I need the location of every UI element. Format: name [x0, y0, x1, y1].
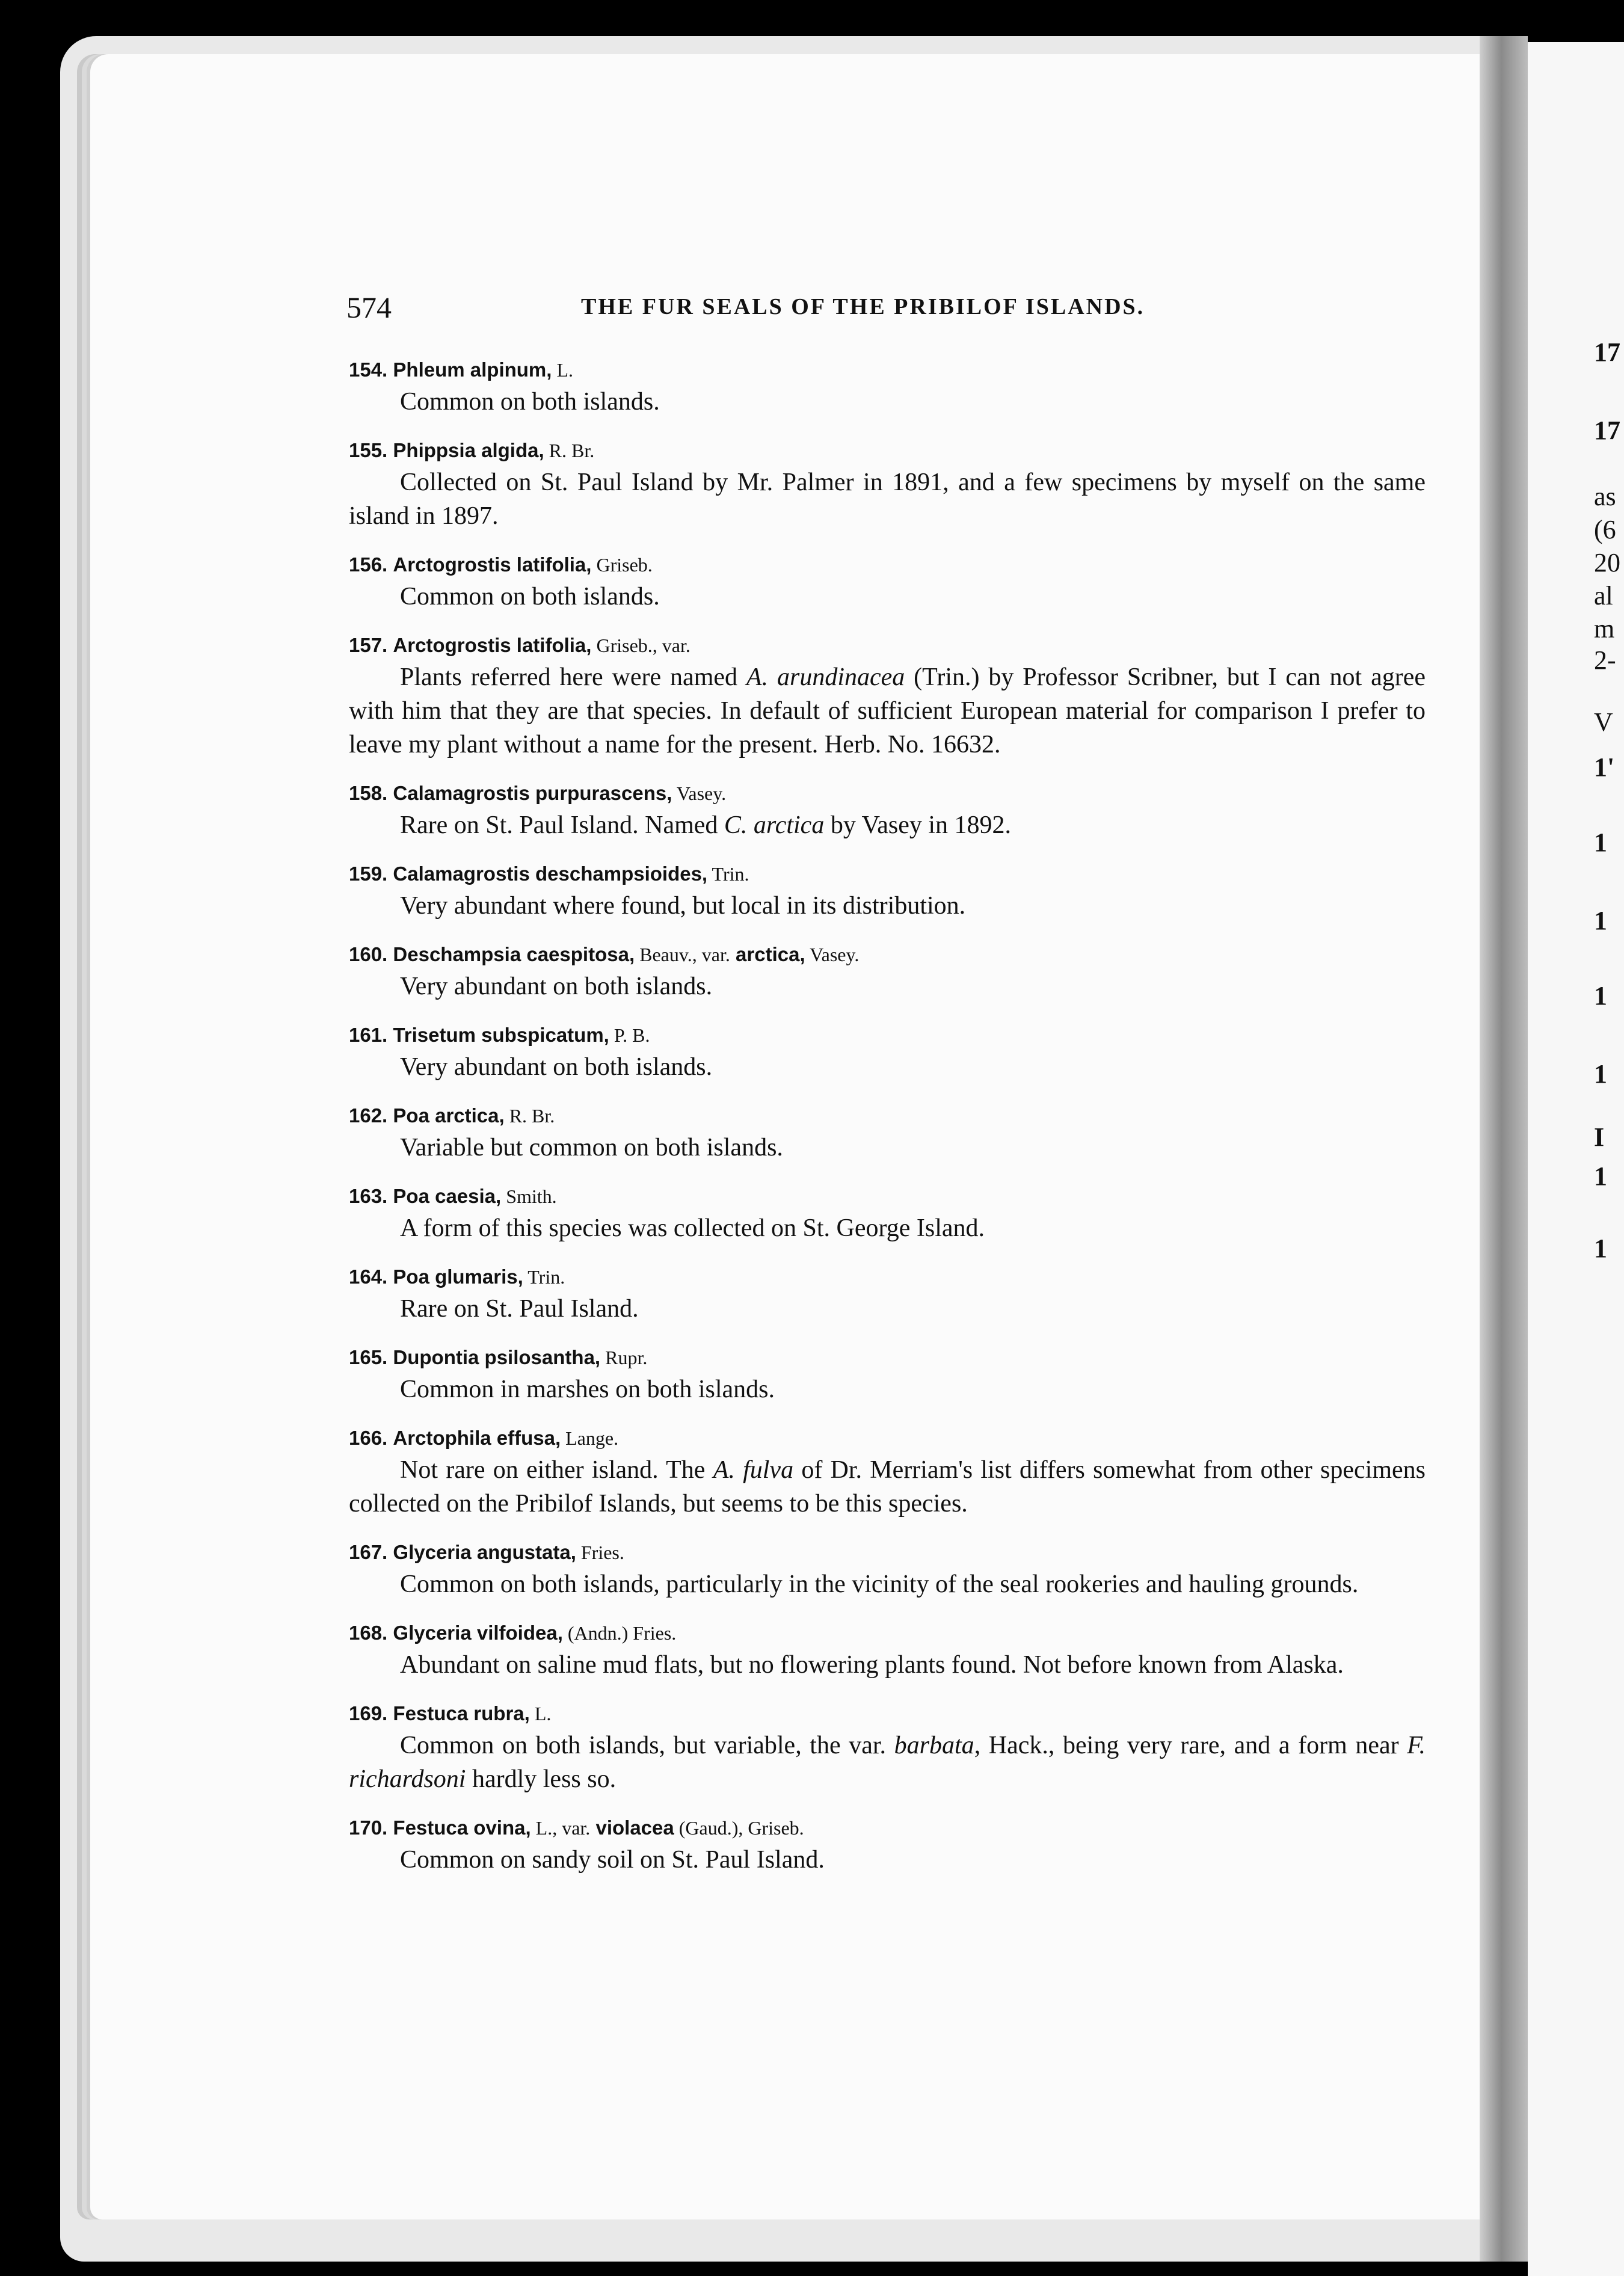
facing-fragment: 1	[1594, 981, 1607, 1010]
entry-description: Common in marshes on both islands.	[400, 1376, 775, 1403]
species-entry	[349, 1020, 1426, 1084]
entry-number: 162.	[349, 1104, 388, 1127]
italic-species-name: F. richardsoni	[349, 1732, 1426, 1793]
entry-heading	[349, 1181, 1426, 1211]
italic-species-name: C. arctica	[724, 811, 825, 839]
entry-number: 156.	[349, 553, 388, 576]
species-entry	[349, 550, 1426, 614]
description-text: Common on both islands, but variable, the var.	[400, 1732, 894, 1759]
species-author: R. Br.	[544, 440, 595, 461]
species-entry	[349, 940, 1426, 1003]
species-name: Trisetum subspicatum,	[393, 1024, 609, 1046]
description-text: of Dr. Merriam's list differs somewhat from other specimens collected on the Pribilof Islands, but seems to be this species.	[349, 1456, 1426, 1518]
entry-description: Abundant on saline mud flats, but no flowering plants found. Not before known from Alaska.	[400, 1651, 1344, 1679]
species-entry	[349, 630, 1426, 761]
species-name: Poa caesia,	[393, 1185, 502, 1207]
entry-number: 155.	[349, 439, 388, 461]
facing-fragment: 1	[1594, 1059, 1607, 1089]
page-header	[346, 290, 1176, 326]
entry-description: Collected on St. Paul Island by Mr. Palmer in 1891, and a few specimens by myself on the same island in 1897.	[349, 469, 1426, 530]
species-entry	[349, 1101, 1426, 1164]
entry-number: 154.	[349, 358, 388, 381]
facing-fragment: V	[1594, 707, 1613, 737]
entry-number: 163.	[349, 1185, 388, 1207]
species-entry	[349, 435, 1426, 533]
entry-heading	[349, 1618, 1426, 1648]
species-author: R. Br.	[504, 1105, 555, 1127]
species-name: Calamagrostis purpurascens,	[393, 782, 672, 804]
entry-heading	[349, 1423, 1426, 1453]
entry-description	[349, 1729, 1426, 1796]
species-author: Fries.	[576, 1542, 624, 1563]
italic-species-name: A. fulva	[713, 1456, 794, 1484]
variety-name: arctica,	[730, 943, 805, 965]
species-author: Smith.	[501, 1186, 557, 1207]
variety-name: violacea	[590, 1816, 674, 1839]
entry-heading	[349, 355, 1426, 385]
entry-description: Common on both islands.	[400, 583, 660, 611]
facing-fragment: I	[1594, 1122, 1605, 1152]
species-name: Phippsia algida,	[393, 439, 544, 461]
entry-heading	[349, 435, 1426, 466]
entry-description: A form of this species was collected on St. George Island.	[400, 1214, 985, 1242]
species-entry	[349, 859, 1426, 923]
entry-number: 157.	[349, 634, 388, 656]
species-name: Glyceria angustata,	[393, 1541, 576, 1563]
species-name: Arctophila effusa,	[393, 1427, 561, 1449]
entry-description: Common on both islands.	[400, 388, 660, 416]
species-author: Griseb., var.	[591, 635, 691, 656]
facing-fragment: 2-	[1594, 645, 1616, 675]
facing-fragment: 1	[1594, 1161, 1607, 1191]
species-entry	[349, 1262, 1426, 1326]
entry-number: 169.	[349, 1702, 388, 1724]
facing-fragment: as	[1594, 482, 1616, 511]
species-entry	[349, 355, 1426, 419]
entry-heading	[349, 1101, 1426, 1131]
running-title: THE FUR SEALS OF THE PRIBILOF ISLANDS.	[581, 294, 1145, 319]
entry-number: 168.	[349, 1622, 388, 1644]
entry-number: 170.	[349, 1816, 388, 1839]
species-name: Glyceria vilfoidea,	[393, 1622, 563, 1644]
entry-heading	[349, 1343, 1426, 1373]
species-name: Phleum alpinum,	[393, 358, 552, 381]
facing-fragment: 1	[1594, 828, 1607, 857]
facing-fragment: 20	[1594, 548, 1620, 577]
species-author: Lange.	[561, 1427, 619, 1449]
species-entry	[349, 1181, 1426, 1245]
entry-number: 164.	[349, 1266, 388, 1288]
entry-number: 165.	[349, 1346, 388, 1368]
entry-description	[349, 808, 1426, 842]
facing-fragment: 17	[1594, 337, 1620, 367]
description-text: Not rare on either island. The	[400, 1456, 713, 1484]
species-author: (Andn.) Fries.	[562, 1622, 677, 1644]
entry-number: 160.	[349, 943, 388, 965]
entry-number: 167.	[349, 1541, 388, 1563]
species-author: Vasey.	[672, 783, 727, 804]
facing-fragment: 1	[1594, 1234, 1607, 1263]
species-name: Dupontia psilosantha,	[393, 1346, 601, 1368]
facing-fragment: 17	[1594, 416, 1620, 445]
entry-description: Common on both islands, particularly in the vicinity of the seal rookeries and hauling grounds.	[400, 1570, 1359, 1598]
species-entry	[349, 1813, 1426, 1877]
facing-fragment: 1	[1594, 906, 1607, 935]
species-entry	[349, 1423, 1426, 1521]
species-entry	[349, 1699, 1426, 1796]
description-text: , Hack., being very rare, and a form near	[974, 1732, 1407, 1759]
entry-description: Rare on St. Paul Island.	[400, 1295, 639, 1323]
species-author: L., var.	[531, 1817, 591, 1839]
species-author: L.	[529, 1703, 552, 1724]
species-author: Rupr.	[600, 1347, 648, 1368]
description-text: hardly less so.	[466, 1765, 617, 1793]
entry-number: 161.	[349, 1024, 388, 1046]
species-author: Beauv., var.	[635, 944, 730, 965]
book-gutter	[1480, 36, 1528, 2262]
facing-fragment: m	[1594, 614, 1615, 644]
description-text: by Vasey in 1892.	[824, 811, 1012, 839]
entry-heading	[349, 1813, 1426, 1843]
entry-heading	[349, 630, 1426, 660]
species-name: Deschampsia caespitosa,	[393, 943, 635, 965]
species-entry	[349, 1343, 1426, 1406]
italic-species-name: A. arundinacea	[746, 663, 905, 691]
entry-number: 158.	[349, 782, 388, 804]
entry-heading	[349, 1262, 1426, 1292]
species-name: Arctogrostis latifolia,	[393, 553, 592, 576]
species-author: L.	[552, 359, 573, 381]
entry-description: Very abundant where found, but local in its distribution.	[400, 892, 966, 920]
entry-heading	[349, 778, 1426, 808]
entry-number: 159.	[349, 863, 388, 885]
species-entry	[349, 778, 1426, 842]
entry-description: Very abundant on both islands.	[400, 973, 713, 1000]
entry-description: Variable but common on both islands.	[400, 1134, 783, 1161]
entry-heading	[349, 1537, 1426, 1567]
entry-heading	[349, 550, 1426, 580]
page-number: 574	[346, 291, 392, 324]
species-name: Festuca rubra,	[393, 1702, 530, 1724]
species-entry	[349, 1618, 1426, 1682]
variety-author: (Gaud.), Griseb.	[674, 1817, 804, 1839]
species-entry	[349, 1537, 1426, 1601]
facing-fragment: al	[1594, 581, 1613, 611]
species-author: Trin.	[523, 1266, 565, 1288]
species-name: Festuca ovina,	[393, 1816, 531, 1839]
species-author: Griseb.	[591, 554, 653, 576]
entry-description	[349, 1453, 1426, 1521]
italic-variety-name: barbata	[894, 1732, 974, 1759]
entry-description: Common on sandy soil on St. Paul Island.	[400, 1846, 825, 1874]
entry-heading	[349, 940, 1426, 970]
entry-heading	[349, 1699, 1426, 1729]
description-text: Rare on St. Paul Island. Named	[400, 811, 724, 839]
description-text: (Trin.) by Professor Scribner, but I can not agree with him that they are that species. In default of sufficient European material for comparison I prefer to leave my plant without a name for the present. Herb. No. 16632.	[349, 663, 1426, 758]
species-name: Poa arctica,	[393, 1104, 505, 1127]
species-author: Trin.	[707, 863, 749, 885]
entry-number: 166.	[349, 1427, 388, 1449]
entry-heading	[349, 1020, 1426, 1050]
species-author: P. B.	[609, 1024, 650, 1046]
entry-description	[349, 660, 1426, 761]
facing-fragment: 1'	[1594, 752, 1615, 782]
facing-fragment: (6	[1594, 515, 1616, 544]
description-text: Plants referred here were named	[400, 663, 746, 691]
species-list	[349, 355, 1426, 1893]
variety-author: Vasey.	[805, 944, 860, 965]
species-name: Arctogrostis latifolia,	[393, 634, 592, 656]
entry-description: Very abundant on both islands.	[400, 1053, 713, 1081]
facing-page	[1528, 42, 1624, 2276]
species-name: Poa glumaris,	[393, 1266, 523, 1288]
species-name: Calamagrostis deschampsioides,	[393, 863, 708, 885]
entry-heading	[349, 859, 1426, 889]
